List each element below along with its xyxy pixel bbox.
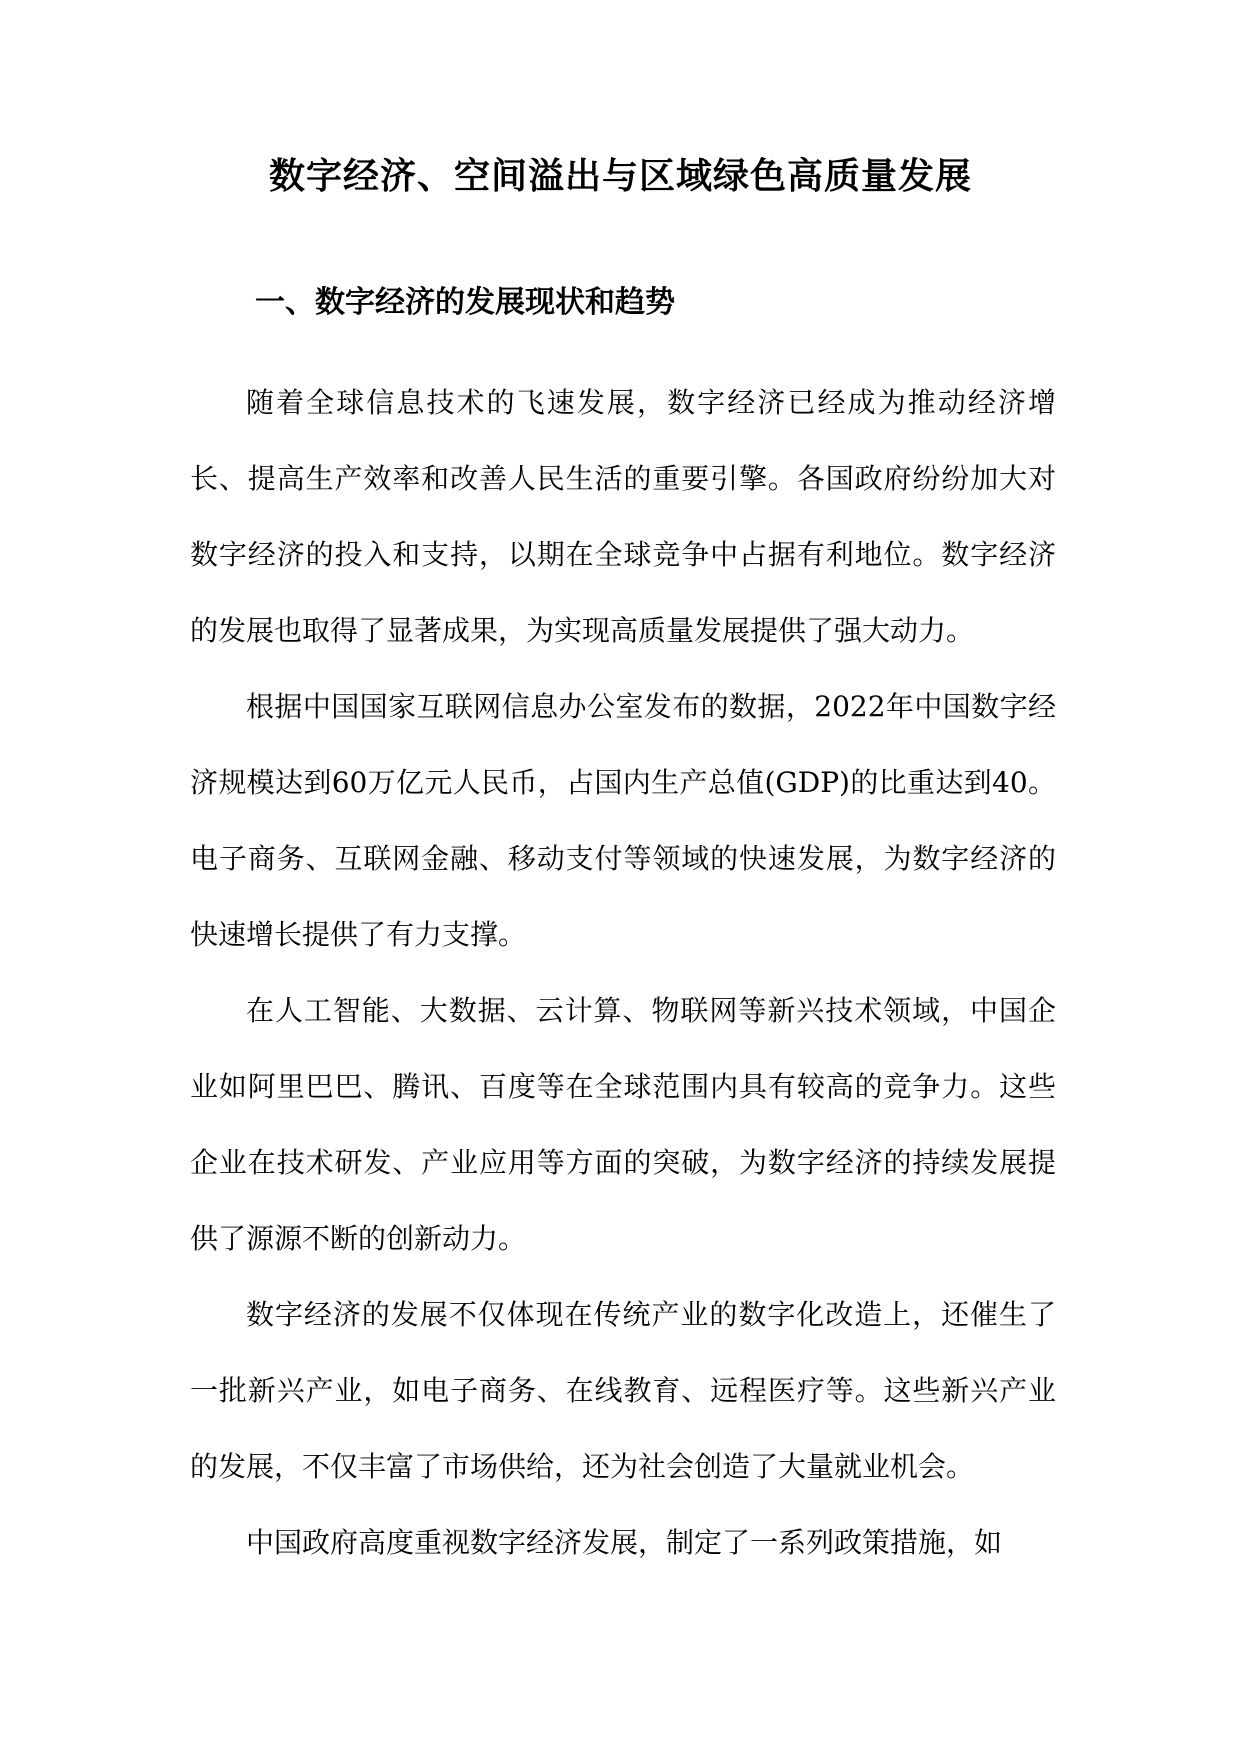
paragraph: 中国政府高度重视数字经济发展，制定了一系列政策措施，如 xyxy=(246,1526,1003,1559)
document-title: 数字经济、空间溢出与区域绿色高质量发展 xyxy=(268,156,972,197)
paragraph: 随着全球信息技术的飞速发展，数字经济已经成为推动经济增长、提高生产效率和改善人民生活的重要引擎。各国政府纷纷加大对数字经济的投入和支持，以期在全球竞争中占据有利地位。数字经济的发展也取得了显著成果，为实现高质量发展提供了强大动力。 xyxy=(190,386,1056,647)
paragraph: 数字经济的发展不仅体现在传统产业的数字化改造上，还催生了一批新兴产业，如电子商务、在线教育、远程医疗等。这些新兴产业的发展，不仅丰富了市场供给，还为社会创造了大量就业机会。 xyxy=(190,1298,1056,1483)
paragraph: 根据中国国家互联网信息办公室发布的数据，2022年中国数字经济规模达到60万亿元人民币，占国内生产总值(GDP)的比重达到40。电子商务、互联网金融、移动支付等领域的快速发展，为数字经济的快速增长提供了有力支撑。 xyxy=(190,690,1056,951)
paragraph: 在人工智能、大数据、云计算、物联网等新兴技术领域，中国企业如阿里巴巴、腾讯、百度等在全球范围内具有较高的竞争力。这些企业在技术研发、产业应用等方面的突破，为数字经济的持续发展提供了源源不断的创新动力。 xyxy=(190,994,1056,1255)
body-text xyxy=(190,365,1056,1581)
section-heading: 一、数字经济的发展现状和趋势 xyxy=(255,285,675,320)
